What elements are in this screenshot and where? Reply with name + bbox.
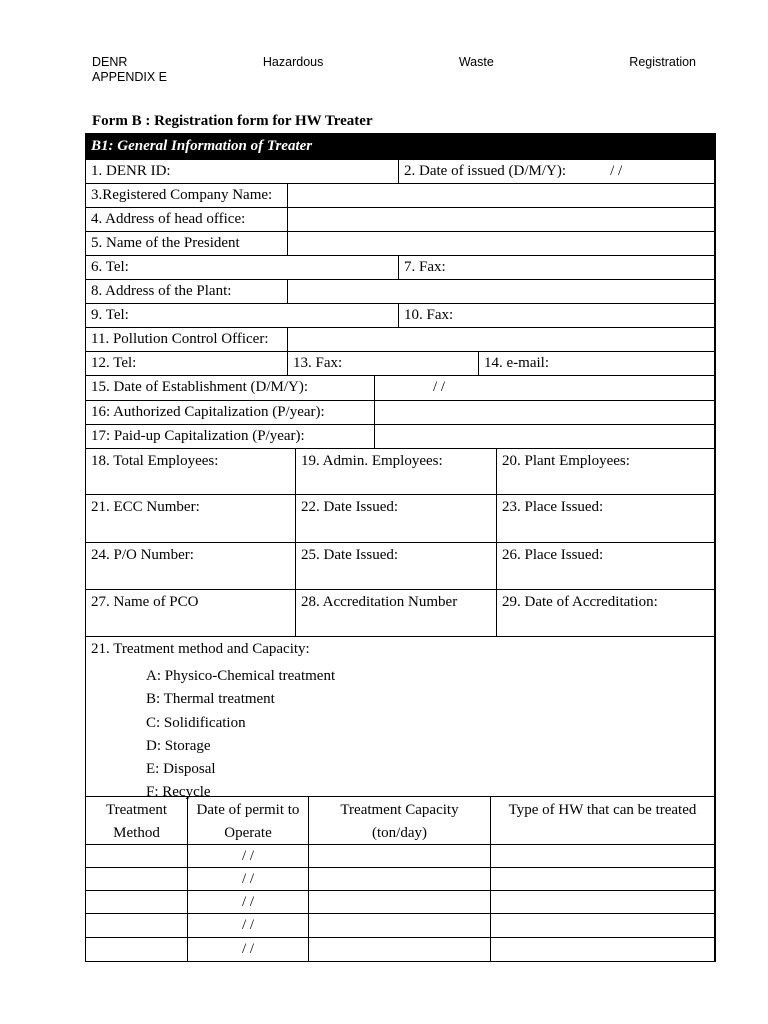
email-14-field[interactable]: 14. e-mail:: [478, 352, 714, 375]
form-row: [86, 400, 714, 424]
capacity-cell[interactable]: [308, 868, 490, 890]
form-row: [86, 327, 714, 351]
treatment-heading: 21. Treatment method and Capacity:: [91, 641, 310, 657]
company-name-label: 3.Registered Company Name:: [91, 187, 273, 203]
col-permit-date: Date of permit to Operate: [187, 797, 308, 844]
permit-date-cell[interactable]: / /: [187, 868, 308, 890]
method-cell[interactable]: [86, 891, 187, 913]
po-number-field[interactable]: 24. P/O Number:: [91, 547, 194, 563]
form-row: [86, 159, 714, 183]
header-hazardous: Hazardous: [262, 55, 324, 69]
method-item: F: Recycle: [146, 784, 211, 801]
admin-employees-field[interactable]: 19. Admin. Employees:: [295, 449, 496, 494]
form-row: [86, 589, 714, 636]
method-cell[interactable]: [86, 938, 187, 961]
method-item: D: Storage: [146, 737, 211, 754]
head-office-input[interactable]: [287, 208, 714, 231]
form-row: [86, 231, 714, 255]
method-item: B: Thermal treatment: [146, 691, 275, 708]
po-place-field[interactable]: 26. Place Issued:: [496, 543, 714, 589]
authorized-cap-input[interactable]: [374, 401, 714, 424]
tel-12-field[interactable]: 12. Tel:: [91, 355, 137, 371]
fax-13-field[interactable]: 13. Fax:: [287, 352, 478, 375]
method-item: C: Solidification: [146, 714, 246, 731]
section-title: B1: General Information of Treater: [86, 134, 714, 159]
head-office-label: 4. Address of head office:: [91, 211, 246, 227]
form-row: [86, 351, 714, 375]
denr-id-field[interactable]: 1. DENR ID:: [91, 163, 171, 179]
method-list: [146, 665, 335, 805]
permit-date-cell[interactable]: / /: [187, 845, 308, 867]
table-row: [86, 913, 714, 937]
accreditation-date-field[interactable]: 29. Date of Accreditation:: [496, 590, 714, 636]
president-label: 5. Name of the President: [91, 235, 240, 251]
form-title: Form B : Registration form for HW Treater: [92, 113, 373, 129]
permit-date-cell[interactable]: / /: [187, 914, 308, 937]
ecc-date-field[interactable]: 22. Date Issued:: [295, 495, 496, 542]
pco-input[interactable]: [287, 328, 714, 351]
ecc-place-field[interactable]: 23. Place Issued:: [496, 495, 714, 542]
form-row: [86, 183, 714, 207]
ecc-number-field[interactable]: 21. ECC Number:: [91, 499, 200, 515]
col-hw-type: Type of HW that can be treated: [490, 797, 714, 844]
header-registration: Registration: [629, 55, 696, 69]
hw-type-cell[interactable]: [490, 845, 714, 867]
authorized-cap-label: 16: Authorized Capitalization (P/year):: [91, 404, 325, 420]
president-input[interactable]: [287, 232, 714, 255]
pco-name-field[interactable]: 27. Name of PCO: [91, 594, 199, 610]
form-row: [86, 207, 714, 231]
plant-employees-field[interactable]: 20. Plant Employees:: [496, 449, 714, 494]
form-row: [86, 494, 714, 542]
form-row: [86, 255, 714, 279]
form-row: [86, 303, 714, 327]
col-treatment-method: Treatment Method: [105, 802, 168, 841]
date-issued-field[interactable]: 2. Date of issued (D/M/Y): / /: [398, 160, 714, 183]
method-cell[interactable]: [86, 914, 187, 937]
table-row: [86, 867, 714, 890]
total-employees-field[interactable]: 18. Total Employees:: [91, 453, 219, 469]
form-row: [86, 448, 714, 494]
plant-address-label: 8. Address of the Plant:: [91, 283, 232, 299]
method-cell[interactable]: [86, 868, 187, 890]
po-date-field[interactable]: 25. Date Issued:: [295, 543, 496, 589]
page-header: [92, 55, 696, 84]
treatment-table-header: [86, 796, 714, 844]
method-cell[interactable]: [86, 845, 187, 867]
header-appendix: APPENDIX E: [92, 70, 168, 84]
plant-address-input[interactable]: [287, 280, 714, 303]
tel-9-field[interactable]: 9. Tel:: [91, 307, 129, 323]
table-row: [86, 844, 714, 867]
paidup-cap-label: 17: Paid-up Capitalization (P/year):: [91, 428, 305, 444]
hw-type-cell[interactable]: [490, 868, 714, 890]
form-row: [86, 279, 714, 303]
table-row: [86, 890, 714, 913]
pco-label: 11. Pollution Control Officer:: [91, 331, 269, 347]
permit-date-cell[interactable]: / /: [187, 891, 308, 913]
hw-type-cell[interactable]: [490, 914, 714, 937]
establishment-label: 15. Date of Establishment (D/M/Y):: [91, 379, 309, 395]
accreditation-number-field[interactable]: 28. Accreditation Number: [295, 590, 496, 636]
capacity-cell[interactable]: [308, 845, 490, 867]
fax-10-field[interactable]: 10. Fax:: [398, 304, 714, 327]
permit-date-cell[interactable]: / /: [187, 938, 308, 961]
tel-6-field[interactable]: 6. Tel:: [91, 259, 129, 275]
hw-type-cell[interactable]: [490, 938, 714, 961]
header-waste: Waste: [458, 55, 494, 69]
registration-form: [85, 133, 716, 962]
form-row: [86, 375, 714, 400]
method-item: A: Physico-Chemical treatment: [146, 668, 336, 684]
fax-7-field[interactable]: 7. Fax:: [398, 256, 714, 279]
company-name-input[interactable]: [287, 184, 714, 207]
treatment-methods: [86, 636, 714, 801]
establishment-input[interactable]: / /: [374, 376, 714, 400]
col-capacity: Treatment Capacity (ton/day): [308, 797, 490, 844]
paidup-cap-input[interactable]: [374, 425, 714, 448]
capacity-cell[interactable]: [308, 938, 490, 961]
header-denr: DENR: [92, 55, 128, 69]
hw-type-cell[interactable]: [490, 891, 714, 913]
method-item: E: Disposal: [146, 761, 216, 778]
capacity-cell[interactable]: [308, 914, 490, 937]
form-row: [86, 542, 714, 589]
capacity-cell[interactable]: [308, 891, 490, 913]
form-row: [86, 424, 714, 448]
table-row: [86, 937, 714, 961]
